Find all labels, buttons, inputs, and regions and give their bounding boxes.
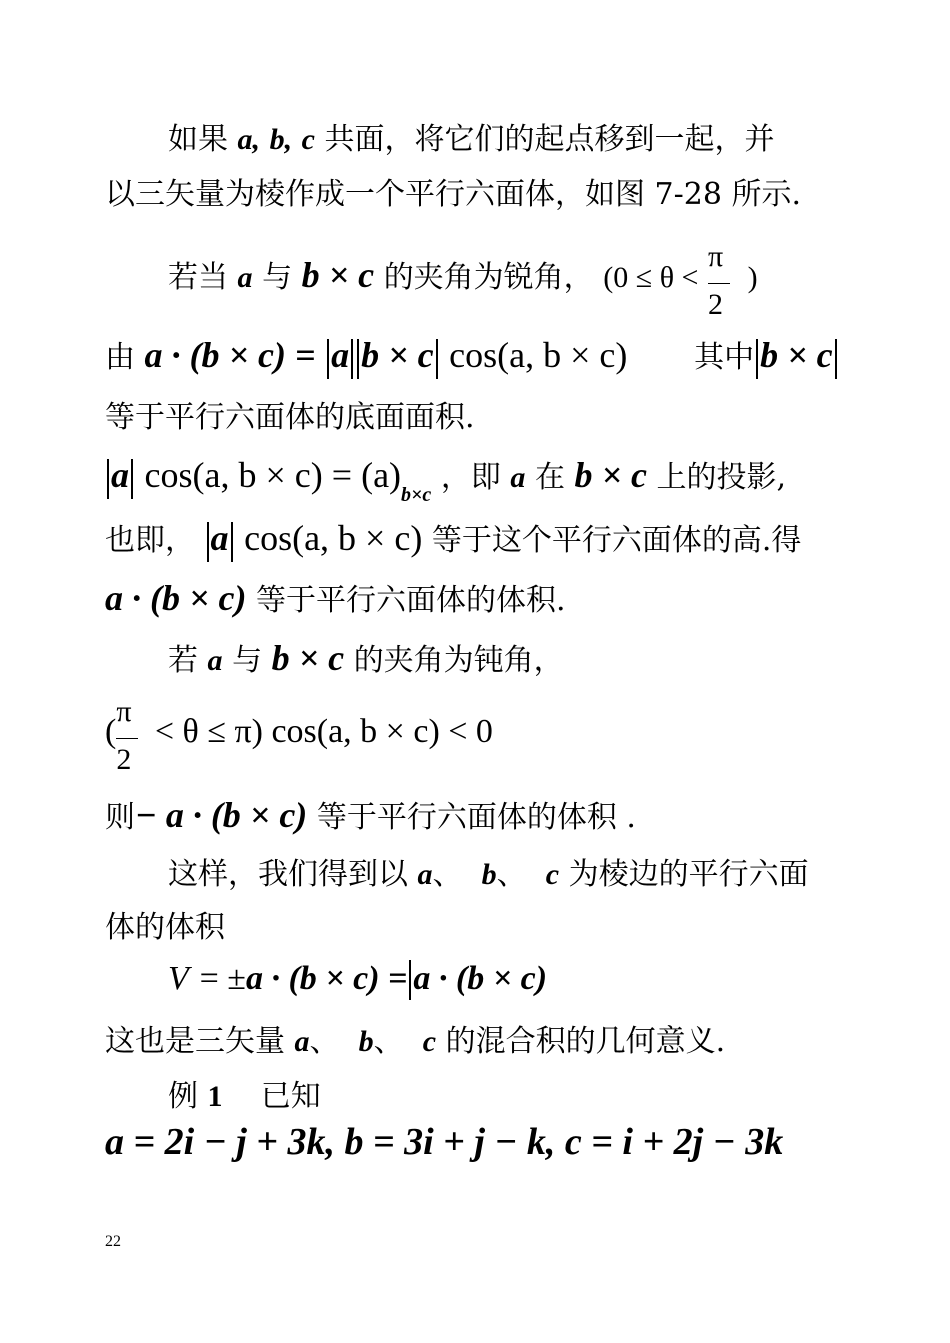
inequality-expression: < θ ≤ π) cos(a, b × c) < 0 [154,713,493,750]
formula-line-4: 由 a · (b × c) = a b × c cos(a, b × c) 其中 b × c [105,335,839,379]
example-heading: 例 1 已知 [168,1079,321,1114]
vector-a: a [237,261,253,294]
projection-expression: cos(a, b × c) = (a) [144,455,402,495]
text: 共面，将它们的起点移到一起，并 [324,122,775,157]
text: 若当 [168,260,228,295]
formula-line-6: a cos(a, $b \times c) = (a)_{b\times c}$ ，即 a 在 b × c 上的投影, [105,455,786,501]
paragraph-line-12: 这样，我们得到以 a、 b、 c 为棱边的平行六面 [168,857,809,892]
fraction-pi-over-2: $\frac{\pi}{2}$ [708,259,738,299]
triple-product: a · (b × c) = [144,335,316,375]
formula-line-14: V = ±a · (b × c) = a · (b × c) [168,958,547,1000]
paragraph-line-5 [105,398,475,438]
text: 以三矢量为棱作成一个平行六面体，如图 7-28 所示. [105,177,802,212]
text: 其中 [694,340,755,375]
paragraph-line-11: 则− a · (b × c) 等于平行六面体的体积 . [105,795,636,835]
triple-product: a · (b × c) [105,578,247,618]
page-number: 22 [105,1233,121,1250]
text: 等于平行六面体的底面面积. [105,400,475,435]
vector-a: a [237,123,253,156]
cos-expression: cos(a, b × c) [449,335,628,375]
paragraph-line-2 [105,175,801,215]
cross-product: b × c [301,255,375,295]
text: 由 [105,340,135,375]
paragraph-line-15: 这也是三矢量 a、 b、 c 的混合积的几何意义. [105,1024,726,1059]
fraction-pi-over-2: $\frac{\pi}{2}$ [116,714,146,754]
text: 的夹角为锐角， [383,260,594,295]
paragraph-line-1: 如果 a, b, c 共面，将它们的起点移到一起，并 [168,122,775,157]
vector-b: b [269,123,285,156]
paragraph-line-13: 体的体积 [105,910,225,945]
paragraph-line-9: 若 a 与 b × c 的夹角为钝角， [168,638,564,678]
text: 与 [262,260,293,295]
text: 如果 [168,122,228,157]
paragraph-line-3: 若当 a 与 b × c 的夹角为锐角， (0 ≤ θ < $\frac{\pi}{2}$ ) [168,240,758,321]
paragraph-line-7: 也即， a cos(a, b × c) 等于这个平行六面体的高.得 [105,518,801,562]
formula-line-10: ( $\frac{\pi}{2}$ < θ ≤ π) cos(a, b × c) < 0 [105,695,493,777]
condition: (0 ≤ θ < [603,261,699,294]
formula-line-17: a = 2i − j + 3k, b = 3i + j − k, c = i + 2j − 3k [105,1121,784,1163]
vector-c: c [301,123,315,156]
paragraph-line-8: a · (b × c) 等于平行六面体的体积. [105,578,566,618]
